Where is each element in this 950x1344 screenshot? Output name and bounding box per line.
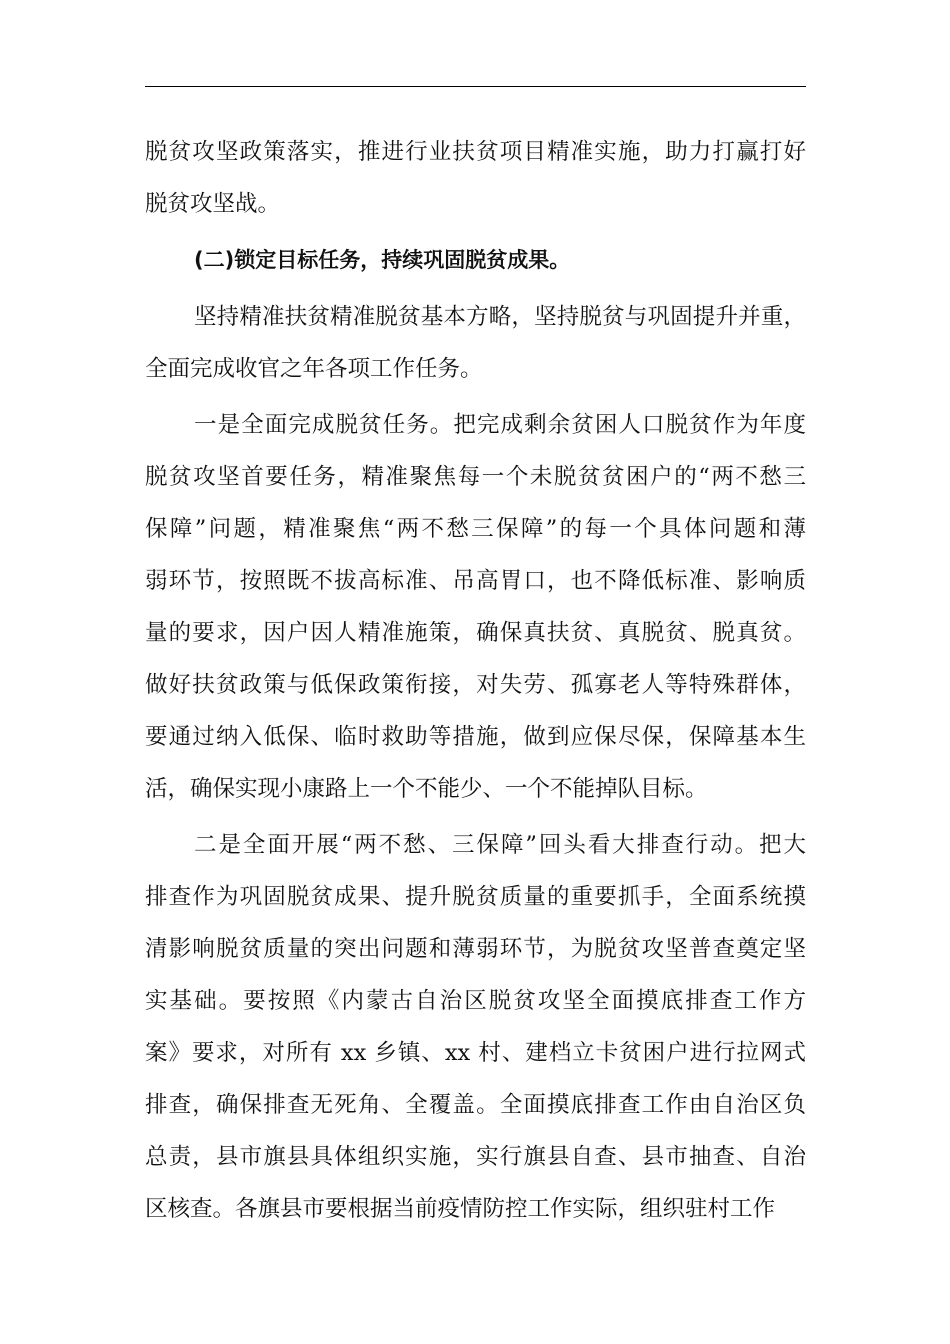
text-line: 坚持精准扶贫精准脱贫基本方略，坚持脱贫与巩固提升并重， [194, 303, 806, 330]
heading-text: (二)锁定目标任务，持续巩固脱贫成果。 [194, 248, 571, 273]
text-line: 二是全面开展“两不愁、三保障”回头看大排查行动。把大 [194, 832, 806, 859]
text-line: 做好扶贫政策与低保政策衔接，对失劳、孤寡老人等特殊群体， [145, 671, 806, 698]
text-line: 一是全面完成脱贫任务。把完成剩余贫困人口脱贫作为年度 [194, 411, 806, 438]
text-line: 量的要求，因户因人精准施策，确保真扶贫、真脱贫、脱真贫。 [145, 619, 806, 646]
text-line: 实基础。要按照《内蒙古自治区脱贫攻坚全面摸底排查工作方 [145, 988, 806, 1015]
paragraph [145, 291, 806, 395]
paragraph [145, 126, 806, 230]
text-line: 要通过纳入低保、临时救助等措施，做到应保尽保，保障基本生 [145, 723, 806, 750]
document-body [145, 126, 806, 1235]
section-heading [145, 234, 806, 286]
text-line: 全面完成收官之年各项工作任务。 [145, 355, 483, 382]
header-rule [145, 86, 806, 87]
text-line: 脱贫攻坚首要任务，精准聚焦每一个未脱贫贫困户的“两不愁三 [145, 463, 806, 490]
text-line: 清影响脱贫质量的突出问题和薄弱环节，为脱贫攻坚普查奠定坚 [145, 936, 806, 963]
text-line: 排查，确保排查无死角、全覆盖。全面摸底排查工作由自治区负 [145, 1092, 806, 1119]
text-line: 总责，县市旗县具体组织实施，实行旗县自查、县市抽查、自治 [145, 1144, 806, 1171]
text-line: 脱贫攻坚政策落实，推进行业扶贫项目精准实施，助力打赢打好 [145, 139, 806, 165]
text-line: 活，确保实现小康路上一个不能少、一个不能掉队目标。 [145, 775, 708, 802]
text-line: 保障”问题，精准聚焦“两不愁三保障”的每一个具体问题和薄 [145, 515, 806, 542]
text-line: 弱环节，按照既不拔高标准、吊高胃口，也不降低标准、影响质 [145, 567, 806, 594]
text-line: 排查作为巩固脱贫成果、提升脱贫质量的重要抓手，全面系统摸 [145, 884, 806, 911]
text-line: 区核查。各旗县市要根据当前疫情防控工作实际，组织驻村工作 [145, 1196, 776, 1223]
paragraph [145, 819, 806, 1235]
text-line: 脱贫攻坚战。 [145, 191, 281, 217]
text-line: 案》要求，对所有 xx 乡镇、xx 村、建档立卡贫困户进行拉网式 [145, 1040, 806, 1067]
paragraph [145, 399, 806, 815]
